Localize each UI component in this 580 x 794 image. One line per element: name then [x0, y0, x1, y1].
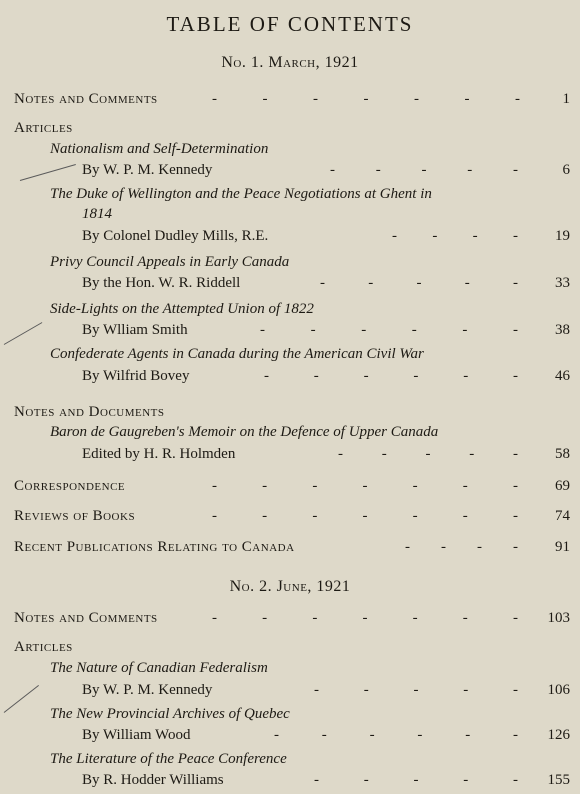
article-title-continued: 1814	[82, 206, 112, 222]
leader-dashes: - - - - - -	[264, 368, 518, 384]
leader-dashes: - - - - - - -	[212, 508, 518, 524]
article-title: Side-Lights on the Attempted Union of 1822	[50, 301, 314, 317]
toc-entry-label: Correspondence	[14, 478, 126, 494]
article-title: The Duke of Wellington and the Peace Negotiations at Ghent in	[50, 186, 432, 202]
article-title: The Literature of the Peace Conference	[50, 751, 287, 767]
toc-entry-label: Recent Publications Relating to Canada	[14, 539, 295, 555]
page-number: 91	[555, 539, 570, 555]
article-title: Confederate Agents in Canada during the American Civil War	[50, 346, 424, 362]
page-number: 19	[555, 228, 570, 244]
section-label: Articles	[14, 120, 73, 136]
page-number: 46	[555, 368, 570, 384]
document-title: Baron de Gaugreben's Memoir on the Defence of Upper Canada	[50, 424, 439, 440]
document-editor: Edited by H. R. Holmden	[82, 446, 236, 462]
article-author: By R. Hodder Williams	[82, 772, 224, 788]
pencil-mark	[20, 164, 76, 181]
leader-dashes: - - - - -	[330, 162, 518, 178]
article-author: By Wlliam Smith	[82, 322, 188, 338]
leader-dashes: - - - - -	[320, 275, 518, 291]
article-title: Nationalism and Self-Determination	[50, 141, 269, 157]
article-author: By the Hon. W. R. Riddell	[82, 275, 241, 291]
page-number: 103	[547, 610, 570, 626]
toc-entry-label: Notes and Comments	[14, 610, 158, 626]
article-title: The New Provincial Archives of Quebec	[50, 706, 290, 722]
page-number: 38	[555, 322, 570, 338]
leader-dashes: - - - - - - -	[212, 91, 520, 107]
article-author: By W. P. M. Kennedy	[82, 682, 213, 698]
section-label: Notes and Documents	[14, 404, 165, 420]
leader-dashes: - - - -	[405, 539, 518, 555]
page-number: 69	[555, 478, 570, 494]
article-author: By William Wood	[82, 727, 191, 743]
leader-dashes: - - - - -	[338, 446, 518, 462]
leader-dashes: - - - - - - -	[212, 478, 518, 494]
article-author: By Wilfrid Bovey	[82, 368, 190, 384]
page-number: 33	[555, 275, 570, 291]
issue-heading: No. 2. June, 1921	[229, 578, 351, 595]
article-author: By W. P. M. Kennedy	[82, 162, 213, 178]
pencil-mark	[4, 322, 43, 345]
toc-entry-label: Reviews of Books	[14, 508, 136, 524]
pencil-mark	[4, 685, 39, 713]
leader-dashes: - - - - - -	[274, 727, 518, 743]
article-author: By Colonel Dudley Mills, R.E.	[82, 228, 269, 244]
article-title: Privy Council Appeals in Early Canada	[50, 254, 290, 270]
toc-entry-label: Notes and Comments	[14, 91, 158, 107]
leader-dashes: - - - -	[392, 228, 518, 244]
page-number: 6	[562, 162, 570, 178]
article-title: The Nature of Canadian Federalism	[50, 660, 268, 676]
page-number: 155	[547, 772, 570, 788]
leader-dashes: - - - - -	[314, 772, 518, 788]
page-number: 1	[562, 91, 570, 107]
section-label: Articles	[14, 639, 73, 655]
page-number: 74	[555, 508, 570, 524]
page-number: 126	[547, 727, 570, 743]
issue-heading: No. 1. March, 1921	[221, 54, 359, 71]
page-number: 106	[547, 682, 570, 698]
page-number: 58	[555, 446, 570, 462]
leader-dashes: - - - - -	[314, 682, 518, 698]
leader-dashes: - - - - - -	[260, 322, 518, 338]
page-title: TABLE OF CONTENTS	[166, 12, 414, 36]
leader-dashes: - - - - - - -	[212, 610, 518, 626]
